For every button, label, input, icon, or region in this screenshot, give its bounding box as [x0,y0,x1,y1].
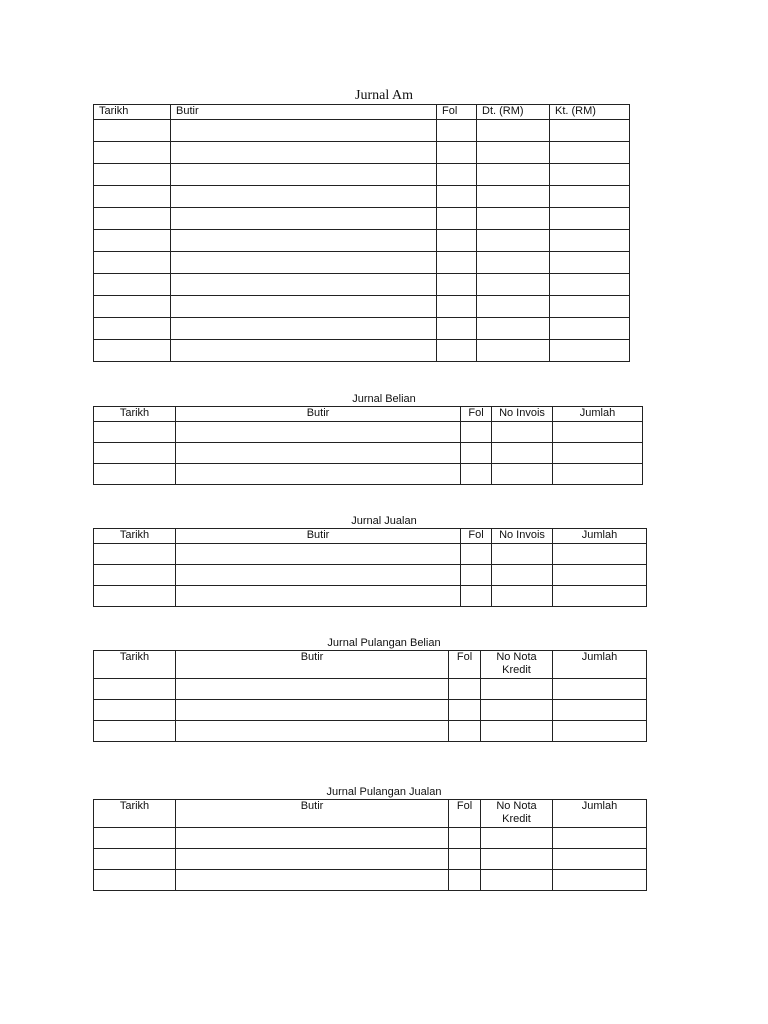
column-header-tarikh: Tarikh [94,651,176,679]
column-header-jumlah: Jumlah [553,651,647,679]
jurnal-jualan-table [93,528,647,607]
table-row [94,230,630,252]
column-header-tarikh: Tarikh [94,407,176,422]
table-row [94,870,647,891]
table-row [94,120,630,142]
column-header-butir: Butir [176,800,449,828]
table-row [94,849,647,870]
table-row [94,186,630,208]
jurnal-am-title: Jurnal Am [355,88,413,103]
column-header-tarikh: Tarikh [94,105,171,120]
table-row [94,142,630,164]
table-row [94,274,630,296]
table-row [94,296,630,318]
column-header-tarikh: Tarikh [94,800,176,828]
column-header-fol: Fol [437,105,477,120]
table-row [94,340,630,362]
column-header-fol: Fol [461,407,492,422]
column-header-butir: Butir [176,651,449,679]
table-row [94,544,647,565]
column-header-jumlah: Jumlah [553,529,647,544]
table-row [94,208,630,230]
table-row [94,318,630,340]
jurnal-pulangan-jualan-table [93,799,647,891]
jurnal-pulangan-belian-table [93,650,647,742]
table-row [94,586,647,607]
jurnal-pulangan-jualan-title: Jurnal Pulangan Jualan [326,786,442,798]
jurnal-pulangan-belian-title: Jurnal Pulangan Belian [327,637,441,649]
column-header-no-nota-kredit: No Nota Kredit [481,800,553,828]
column-header-no-nota-kredit: No Nota Kredit [481,651,553,679]
table-row [94,828,647,849]
column-header-fol: Fol [449,651,481,679]
table-row [94,464,643,485]
table-row [94,422,643,443]
table-row [94,565,647,586]
jurnal-jualan-title: Jurnal Jualan [351,515,417,527]
column-header-no-invois: No Invois [492,407,553,422]
column-header-kredit: Kt. (RM) [550,105,630,120]
table-row [94,700,647,721]
table-row [94,721,647,742]
column-header-butir: Butir [176,407,461,422]
column-header-no-invois: No Invois [492,529,553,544]
table-row [94,164,630,186]
table-row [94,679,647,700]
column-header-tarikh: Tarikh [94,529,176,544]
column-header-fol: Fol [449,800,481,828]
table-row [94,252,630,274]
column-header-fol: Fol [461,529,492,544]
column-header-debit: Dt. (RM) [477,105,550,120]
jurnal-am-table [93,104,630,362]
column-header-jumlah: Jumlah [553,407,643,422]
column-header-jumlah: Jumlah [553,800,647,828]
table-row [94,443,643,464]
jurnal-belian-title: Jurnal Belian [352,393,416,405]
jurnal-belian-table [93,406,643,485]
column-header-butir: Butir [171,105,437,120]
column-header-butir: Butir [176,529,461,544]
